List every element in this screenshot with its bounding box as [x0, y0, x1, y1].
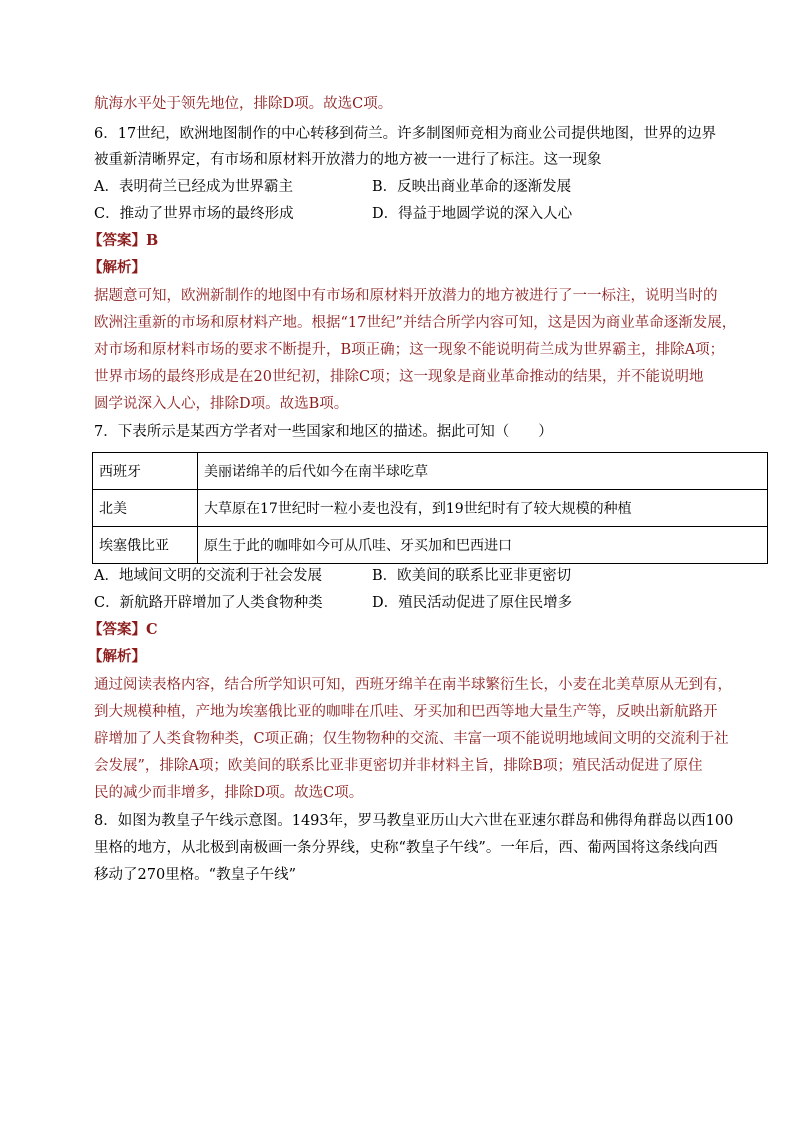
q7-analysis-label: 【解析】 [88, 648, 146, 665]
table-row [93, 490, 768, 527]
q7-analysis-line-5: 民的减少而非增多，排除D项。故选C项。 [94, 785, 364, 801]
q6-analysis-line-3: 对市场和原材料市场的要求不断提升，B项正确；这一现象不能说明荷兰成为世界霸主，排除A项； [94, 342, 725, 358]
table-cell-region: 西班牙 [93, 453, 198, 490]
q7-option-a: A．地域间文明的交流利于社会发展 [94, 568, 322, 584]
q7-option-c: C．新航路开辟增加了人类食物种类 [94, 595, 323, 611]
q7-analysis-line-4: 会发展”，排除A项；欧美间的联系比亚非更密切并非材料主旨，排除B项；殖民活动促进了原住 [94, 758, 703, 774]
q8-stem-line-3: 移动了270里格。“教皇子午线” [94, 867, 297, 883]
q7-answer: 【答案】C [88, 621, 158, 638]
q7-stem: 7．下表所示是某西方学者对一些国家和地区的描述。据此可知（ ） [94, 424, 553, 440]
prev-analysis-tail: 航海水平处于领先地位，排除D项。故选C项。 [94, 96, 393, 112]
q6-analysis-line-2: 欧洲注重新的市场和原材料产地。根据“17世纪”并结合所学内容可知，这是因为商业革命逐渐发展， [94, 315, 737, 331]
q6-option-c: C．推动了世界市场的最终形成 [94, 206, 294, 222]
q6-analysis-line-1: 据题意可知，欧洲新制作的地图中有市场和原材料开放潜力的地方被进行了一一标注，说明当时的 [94, 288, 718, 304]
table-cell-description: 原生于此的咖啡如今可从爪哇、牙买加和巴西进口 [198, 527, 768, 564]
table-row [93, 527, 768, 564]
table-cell-region: 埃塞俄比亚 [93, 527, 198, 564]
q6-answer: 【答案】B [88, 232, 159, 249]
q7-analysis-line-2: 到大规模种植，产地为埃塞俄比亚的咖啡在爪哇、牙买加和巴西等地大量生产等，反映出新航路开 [94, 704, 718, 720]
table-cell-description: 大草原在17世纪时一粒小麦也没有，到19世纪时有了较大规模的种植 [198, 490, 768, 527]
q6-option-a: A．表明荷兰已经成为世界霸主 [94, 179, 293, 195]
q6-option-b: B．反映出商业革命的逐渐发展 [372, 179, 572, 195]
q7-description-table [92, 452, 768, 564]
q7-option-b: B．欧美间的联系比亚非更密切 [372, 568, 572, 584]
q6-analysis-line-4: 世界市场的最终形成是在20世纪初，排除C项；这一现象是商业革命推动的结果，并不能说明地 [94, 369, 704, 385]
q6-stem-line-1: 6．17世纪，欧洲地图制作的中心转移到荷兰。许多制图师竞相为商业公司提供地图，世界的边界 [94, 126, 717, 142]
table-row [93, 453, 768, 490]
q6-analysis-line-5: 圆学说深入人心，排除D项。故选B项。 [94, 396, 349, 412]
q8-stem-line-2: 里格的地方，从北极到南极画一条分界线，史称“教皇子午线”。一年后，西、葡两国将这条线向西 [94, 840, 718, 856]
q6-stem-line-2: 被重新清晰界定，有市场和原材料开放潜力的地方被一一进行了标注。这一现象 [94, 152, 602, 168]
q6-analysis-label: 【解析】 [88, 259, 146, 276]
table-cell-description: 美丽诺绵羊的后代如今在南半球吃草 [198, 453, 768, 490]
q8-stem-line-1: 8．如图为教皇子午线示意图。1493年，罗马教皇亚历山大六世在亚速尔群岛和佛得角群岛以西100 [94, 813, 734, 829]
q7-analysis-line-3: 辟增加了人类食物种类，C项正确；仅生物物种的交流、丰富一项不能说明地域间文明的交流利于社 [94, 731, 729, 747]
q7-option-d: D．殖民活动促进了原住民增多 [372, 595, 573, 611]
table-cell-region: 北美 [93, 490, 198, 527]
q7-analysis-line-1: 通过阅读表格内容，结合所学知识可知，西班牙绵羊在南半球繁衍生长，小麦在北美草原从无到有， [94, 677, 732, 693]
q6-option-d: D．得益于地圆学说的深入人心 [372, 206, 573, 222]
